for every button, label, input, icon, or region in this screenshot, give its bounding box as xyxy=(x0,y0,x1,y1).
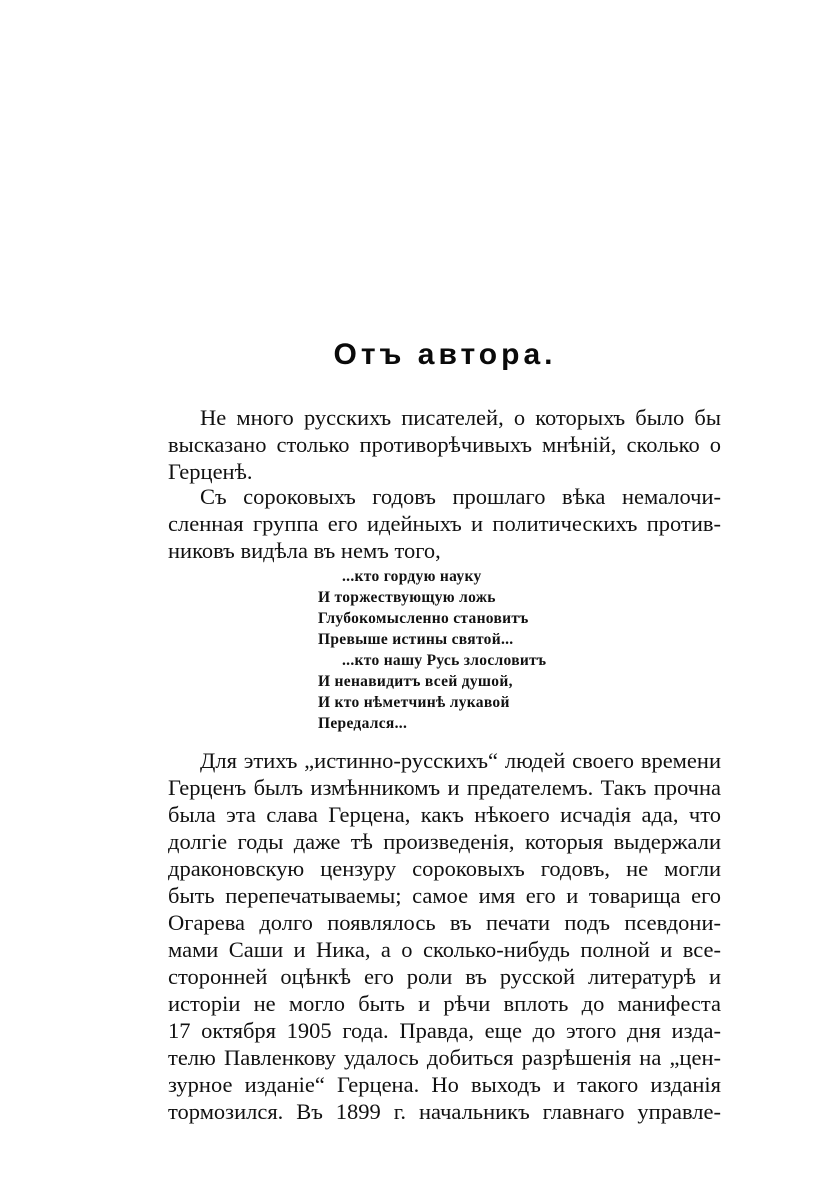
text-line: сторонней оцѣнкѣ его роли въ русской литературѣ и xyxy=(168,964,721,989)
verse-line: ...кто нашу Русь злословитъ xyxy=(342,652,547,669)
text-line: Герценѣ. xyxy=(168,459,253,484)
text-line: быть перепечатываемы; самое имя его и товарища его xyxy=(168,883,721,908)
text-line: Герценъ былъ измѣнникомъ и предателемъ. Такъ прочна xyxy=(168,775,721,800)
page-title: Отъ автора. xyxy=(333,338,557,371)
text-line: никовъ видѣла въ немъ того, xyxy=(168,538,441,563)
text-line: Для этихъ „истинно-русскихъ“ людей своего времени xyxy=(200,748,721,773)
text-line: сленная группа его идейныхъ и политическихъ против- xyxy=(168,511,721,536)
text-line: Огарева долго появлялось въ печати подъ псевдони- xyxy=(168,910,721,935)
verse-line: И кто нѣметчинѣ лукавой xyxy=(318,694,510,711)
verse-line: И торжествующую ложь xyxy=(318,589,496,606)
text-line: мами Саши и Ника, а о сколько-нибудь полной и все- xyxy=(168,937,721,962)
text-line: тормозился. Въ 1899 г. начальникъ главнаго управле- xyxy=(168,1099,721,1124)
text-line: драконовскую цензуру сороковыхъ годовъ, не могли xyxy=(168,856,721,881)
text-line: телю Павленкову удалось добиться разрѣшенія на „цен- xyxy=(168,1045,721,1070)
verse-line: Глубокомысленно становитъ xyxy=(318,610,529,627)
text-line: была эта слава Герцена, какъ нѣкоего исчадія ада, что xyxy=(168,802,721,827)
text-line: Не много русскихъ писателей, о которыхъ было бы xyxy=(200,405,721,430)
verse-line: ...кто гордую науку xyxy=(342,568,482,585)
text-line: исторіи не могло быть и рѣчи вплоть до манифеста xyxy=(168,991,721,1016)
text-line: 17 октября 1905 года. Правда, еще до этого дня изда- xyxy=(168,1018,721,1043)
text-line: высказано столько противорѣчивыхъ мнѣній, сколько о xyxy=(168,432,721,457)
verse-line: Передался... xyxy=(318,715,408,732)
text-line: Съ сороковыхъ годовъ прошлаго вѣка немалочи- xyxy=(200,484,721,509)
text-line: зурное изданіе“ Герцена. Но выходъ и такого изданія xyxy=(168,1072,721,1097)
verse-line: Превыше истины святой... xyxy=(318,631,514,648)
verse-line: И ненавидитъ всей душой, xyxy=(318,673,513,690)
text-line: долгіе годы даже тѣ произведенія, которыя выдержали xyxy=(168,829,721,854)
